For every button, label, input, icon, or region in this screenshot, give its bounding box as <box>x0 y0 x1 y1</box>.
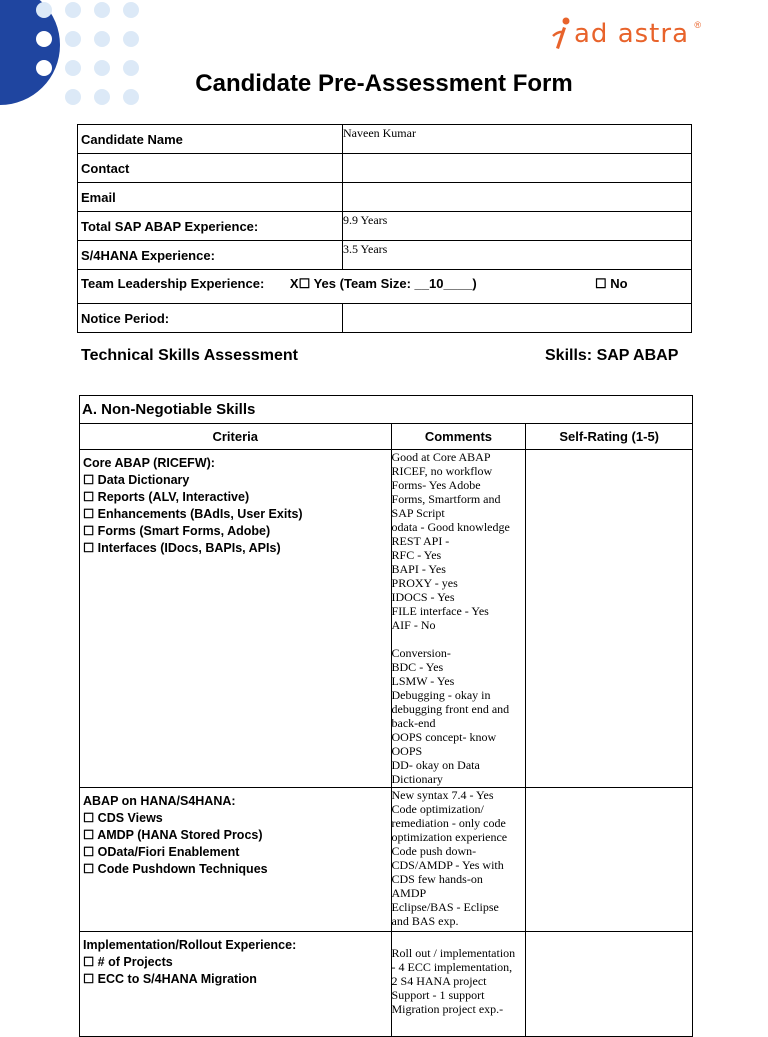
criteria-cell <box>80 450 392 788</box>
comments-cell[interactable]: Roll out / implementation - 4 ECC implementation, 2 S4 HANA project Support - 1 support Migration project exp.- <box>391 932 526 1037</box>
page-title: Candidate Pre-Assessment Form <box>195 70 573 97</box>
technical-skills-heading: Technical Skills Assessment <box>81 347 298 364</box>
comments-cell[interactable]: New syntax 7.4 - Yes Code optimization/ remediation - only code optimization experience Code push down- CDS/AMDP - Yes with CDS few hands-on AMDP Eclipse/BAS - Eclipse and BAS exp. <box>391 788 526 932</box>
row-team-leadership <box>78 270 692 304</box>
skills-heading: Skills: SAP ABAP <box>545 347 679 364</box>
table-row <box>80 788 693 932</box>
self-rating-cell[interactable] <box>526 932 693 1037</box>
row-email <box>78 183 692 212</box>
row-contact <box>78 154 692 183</box>
criteria-cell <box>80 932 392 1037</box>
notice-period-label: Notice Period: <box>78 304 343 333</box>
criteria-checkbox[interactable]: ☐ Data Dictionary <box>83 473 190 487</box>
candidate-name-field[interactable]: Naveen Kumar <box>343 125 692 154</box>
criteria-checkbox[interactable]: ☐ OData/Fiori Enablement <box>83 845 240 859</box>
s4hana-experience-field[interactable]: 3.5 Years <box>343 241 692 270</box>
contact-field[interactable] <box>343 154 692 183</box>
email-field[interactable] <box>343 183 692 212</box>
criteria-checkbox[interactable]: ☐ AMDP (HANA Stored Procs) <box>83 828 263 842</box>
row-s4hana-experience <box>78 241 692 270</box>
self-rating-cell[interactable] <box>526 788 693 932</box>
team-yes-checkbox[interactable]: X☐ Yes (Team Size: __10____) <box>289 276 477 291</box>
criteria-checkbox[interactable]: ☐ Code Pushdown Techniques <box>83 862 268 876</box>
registered-mark: ® <box>694 20 701 30</box>
header-criteria: Criteria <box>80 424 392 450</box>
team-no-checkbox[interactable]: ☐ No <box>595 276 628 291</box>
criteria-checkbox[interactable]: ☐ Enhancements (BAdIs, User Exits) <box>83 507 303 521</box>
skills-section-title: A. Non-Negotiable Skills <box>80 396 693 424</box>
sap-experience-field[interactable]: 9.9 Years <box>343 212 692 241</box>
notice-period-field[interactable] <box>343 304 692 333</box>
criteria-checkbox[interactable]: ☐ Reports (ALV, Interactive) <box>83 490 250 504</box>
s4hana-experience-label: S/4HANA Experience: <box>78 241 343 270</box>
row-candidate-name <box>78 125 692 154</box>
criteria-checkbox[interactable]: ☐ ECC to S/4HANA Migration <box>83 972 257 986</box>
email-label: Email <box>78 183 343 212</box>
row-notice-period <box>78 304 692 333</box>
skills-table <box>79 395 693 1037</box>
candidate-name-label: Candidate Name <box>78 125 343 154</box>
criteria-checkbox[interactable]: ☐ Interfaces (IDocs, BAPIs, APIs) <box>83 541 281 555</box>
skills-header-row <box>80 424 693 450</box>
criteria-heading: ABAP on HANA/S4HANA: <box>83 794 236 808</box>
criteria-cell <box>80 788 392 932</box>
candidate-info-table <box>77 124 692 333</box>
criteria-checkbox[interactable]: ☐ CDS Views <box>83 811 163 825</box>
company-logo <box>550 14 701 54</box>
team-leadership-label: Team Leadership Experience: <box>81 276 265 291</box>
table-row <box>80 932 693 1037</box>
row-sap-experience <box>78 212 692 241</box>
comments-cell[interactable]: Good at Core ABAP RICEF, no workflow Forms- Yes Adobe Forms, Smartform and SAP Script odata - Good knowledge REST API - RFC - Yes BAPI - Yes PROXY - yes IDOCS - Yes FILE interface - Yes AIF - No Conversion- BDC - Yes LSMW - Yes Debugging - okay in debugging front end and back-end OOPS concept- know OOPS DD- okay on Data Dictionary <box>391 450 526 788</box>
header-comments: Comments <box>391 424 526 450</box>
self-rating-cell[interactable] <box>526 450 693 788</box>
sap-experience-label: Total SAP ABAP Experience: <box>78 212 343 241</box>
skills-section-row <box>80 396 693 424</box>
table-row <box>80 450 693 788</box>
header-self-rating: Self-Rating (1-5) <box>526 424 693 450</box>
criteria-checkbox[interactable]: ☐ Forms (Smart Forms, Adobe) <box>83 524 271 538</box>
rocket-person-icon <box>550 16 572 52</box>
team-leadership-cell <box>78 270 692 304</box>
logo-text: ad astra <box>574 19 689 49</box>
criteria-heading: Core ABAP (RICEFW): <box>83 456 215 470</box>
criteria-checkbox[interactable]: ☐ # of Projects <box>83 955 173 969</box>
contact-label: Contact <box>78 154 343 183</box>
criteria-heading: Implementation/Rollout Experience: <box>83 938 297 952</box>
